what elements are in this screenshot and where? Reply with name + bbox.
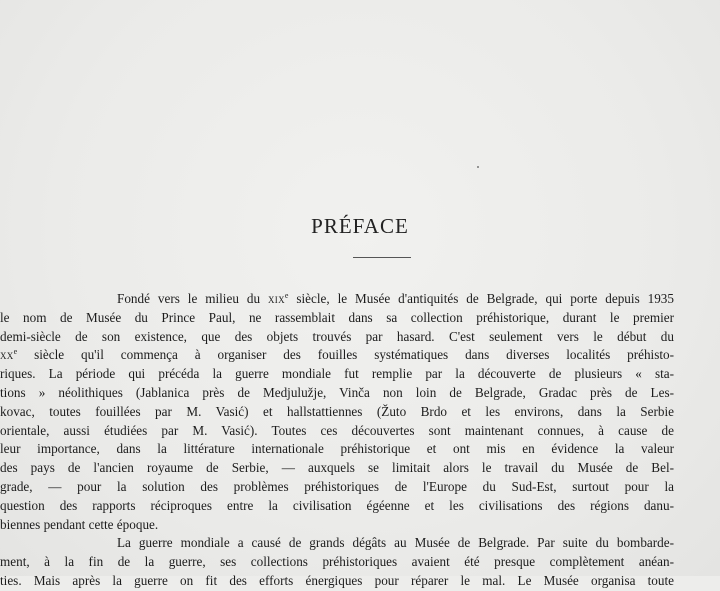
text-line: ment, à la fin de la guerre, ses collections préhistoriques avaient été presque complètement anéan- xyxy=(0,554,674,570)
text-line: biennes pendant cette époque. xyxy=(0,516,159,532)
text-line: question des rapports réciproques entre la civilisation égéenne et les civilisations des régions danu- xyxy=(0,497,674,513)
title-divider xyxy=(353,257,411,258)
text-line: orientale, aussi étudiées par M. Vasić). Toutes ces découvertes sont maintenant connues, à cause de xyxy=(0,422,674,438)
text-line: riques. La période qui précéda la guerre mondiale fut remplie par la découverte de plusieurs « sta- xyxy=(0,366,674,382)
text-line: grade, — pour la solution des problèmes préhistoriques de l'Europe du Sud-Est, surtout pour la xyxy=(0,478,674,494)
text-line: kovac, toutes fouillées par M. Vasić) et hallstattiennes (Žuto Brdo et les environs, dans la Serbie xyxy=(0,403,674,419)
text-line: leur importance, dans la littérature internationale préhistorique et ont mis en évidence la valeur xyxy=(0,441,674,457)
text-line: des pays de l'ancien royaume de Serbie, — auxquels se limitait alors le travail du Musée de Bel- xyxy=(0,460,674,476)
text-line: $xx^e$ siècle qu'il commença à organiser des fouilles systématiques dans diverses localités préhisto- xyxy=(0,347,674,363)
body-text xyxy=(0,290,674,591)
text-line: La guerre mondiale a causé de grands dégâts au Musée de Belgrade. Par suite du bombarde- xyxy=(117,535,674,551)
page-title: PRÉFACE xyxy=(311,214,409,238)
text-line: Fondé vers le milieu du xix$^e$ siècle, le Musée d'antiquités de Belgrade, qui porte depuis 1935 xyxy=(117,291,674,306)
text-line: le nom de Musée du Prince Paul, ne rassemblait dans sa collection préhistorique, durant le premier xyxy=(0,309,674,325)
text-line: tions » néolithiques (Jablanica près de Medjulužje, Vinča non loin de Belgrade, Gradac près de Les- xyxy=(0,384,674,400)
text-line: demi-siècle de son existence, que des objets trouvés par hasard. C'est seulement vers le début du xyxy=(0,328,674,344)
text-line: ties. Mais après la guerre on fit des efforts énergiques pour réparer le mal. Le Musée organisa toute xyxy=(0,572,674,588)
print-speck xyxy=(477,166,479,168)
